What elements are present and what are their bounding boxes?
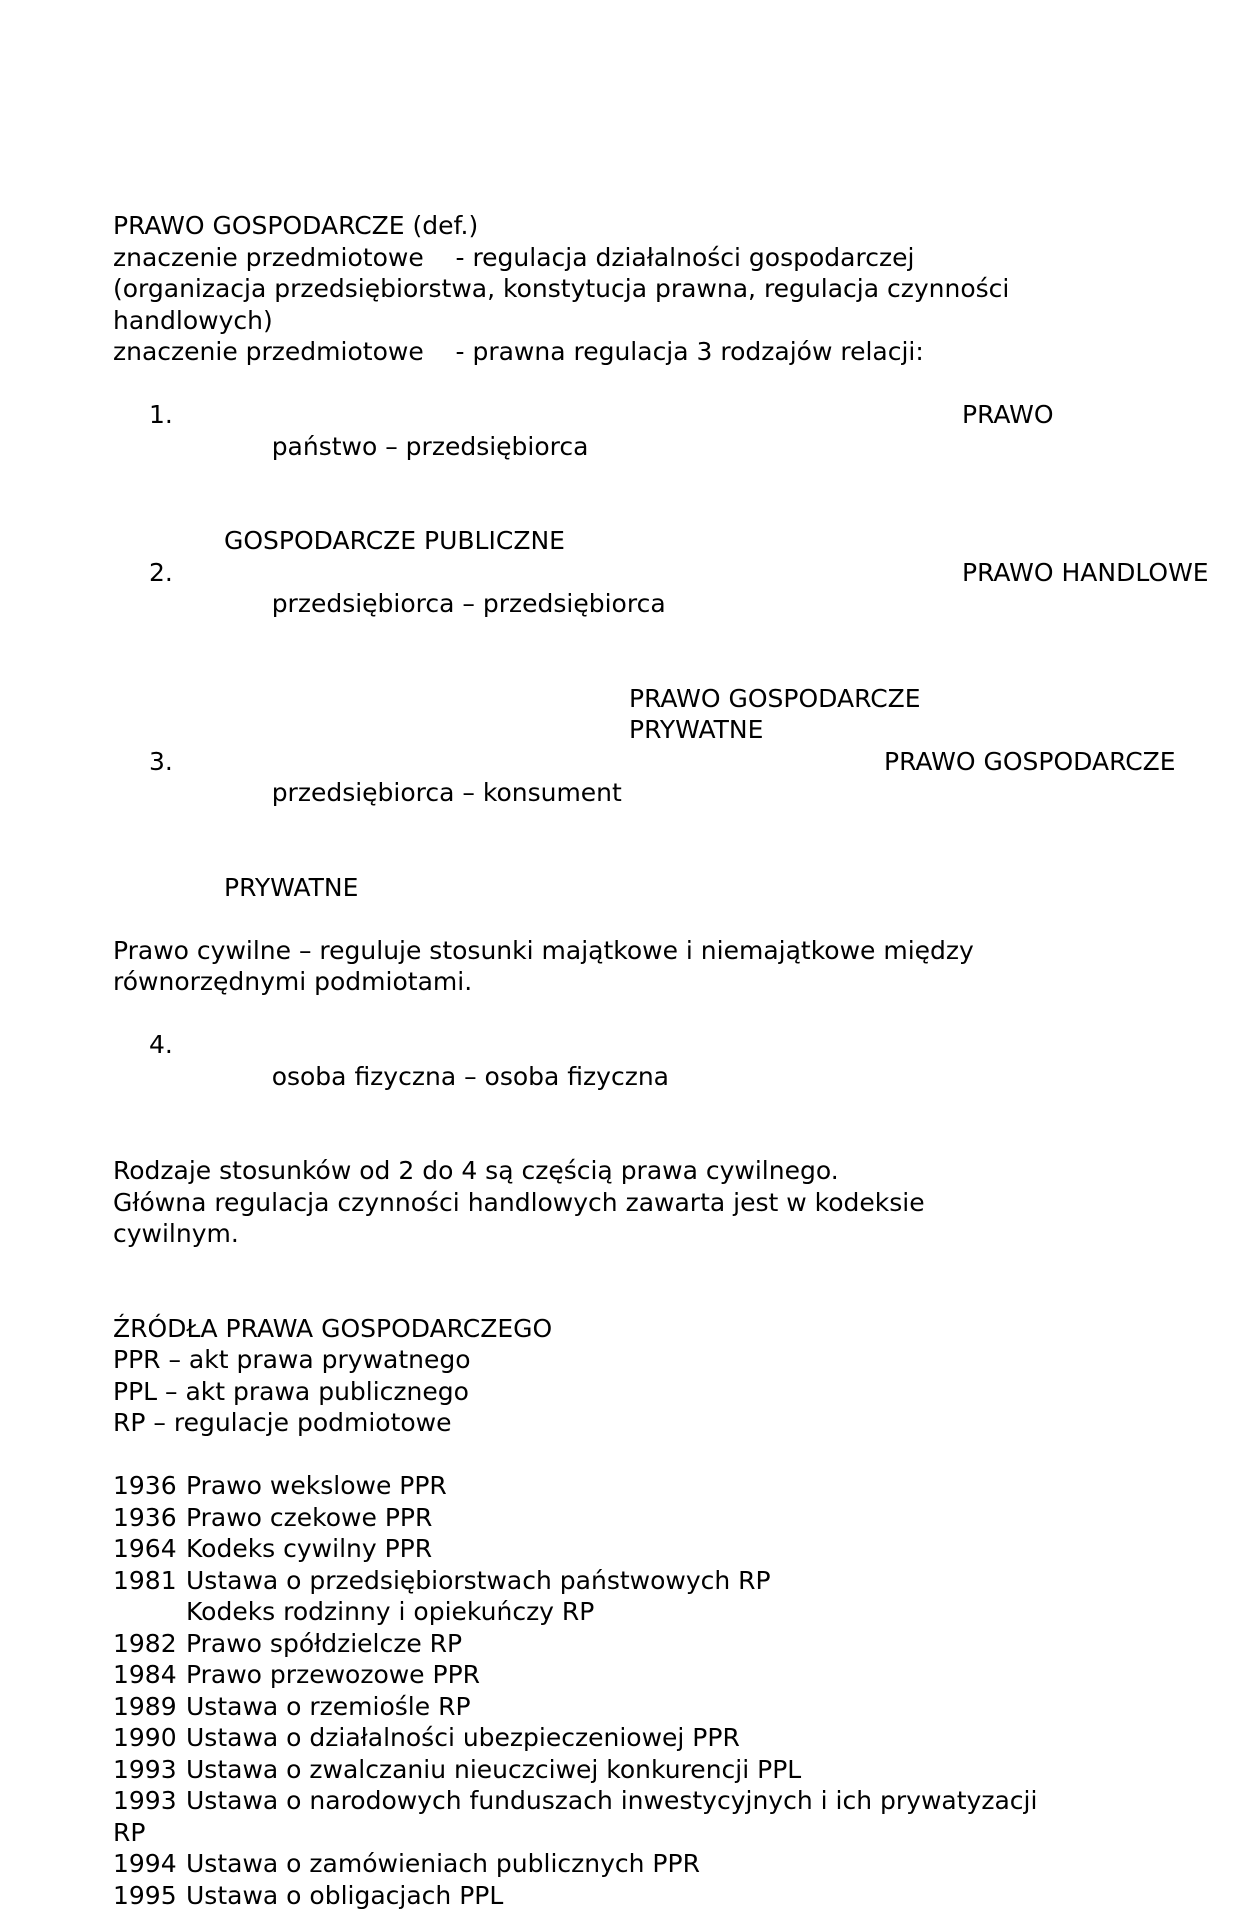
relation-parties: osoba fizyczna – osoba fizyczna — [272, 1062, 669, 1091]
list-item-relation-2 — [113, 557, 1123, 683]
acts-list — [113, 1470, 1123, 1911]
definition-line: znaczenie przedmiotowe - regulacja działalności gospodarczej — [113, 242, 1123, 274]
act-title: Ustawa o obligacjach PPL — [186, 1880, 503, 1911]
list-item — [113, 1659, 1123, 1691]
section-title-definition: PRAWO GOSPODARCZE (def.) — [113, 210, 1123, 242]
definition-line: handlowych) — [113, 305, 1123, 337]
act-year: 1994 — [113, 1848, 186, 1880]
relation-parties: państwo – przedsiębiorca — [272, 432, 589, 461]
act-title: Prawo wekslowe PPR — [186, 1470, 447, 1502]
list-item — [113, 1785, 1123, 1817]
relation-law-type-continued: GOSPODARCZE PUBLICZNE — [224, 525, 1123, 557]
list-item — [113, 1596, 1123, 1628]
summary-line: cywilnym. — [113, 1218, 1123, 1250]
civil-law-line: równorzędnymi podmiotami. — [113, 966, 1123, 998]
list-item — [113, 1691, 1123, 1723]
act-year: 1936 — [113, 1502, 186, 1534]
list-item — [113, 1754, 1123, 1786]
relation-law-type-continued: PRAWO GOSPODARCZE — [113, 683, 1123, 715]
act-title: Ustawa o rzemiośle RP — [186, 1691, 471, 1723]
act-title: Ustawa o narodowych funduszach inwestycyjnych i ich prywatyzacji — [186, 1785, 1037, 1817]
definition-line: (organizacja przedsiębiorstwa, konstytucja prawna, regulacja czynności — [113, 273, 1123, 305]
act-title: Kodeks cywilny PPR — [186, 1533, 432, 1565]
act-year: 1936 — [113, 1470, 186, 1502]
act-year: 1984 — [113, 1659, 186, 1691]
list-item — [113, 1533, 1123, 1565]
summary-line: Główna regulacja czynności handlowych zawarta jest w kodeksie — [113, 1187, 1123, 1219]
relation-law-type-continued: PRYWATNE — [113, 714, 1123, 746]
relation-parties: przedsiębiorca – konsument — [272, 778, 622, 807]
relation-parties: przedsiębiorca – przedsiębiorca — [272, 589, 666, 618]
list-item-relation-1 — [113, 399, 1123, 557]
legend-line: PPR – akt prawa prywatnego — [113, 1344, 1123, 1376]
act-year: 1989 — [113, 1691, 186, 1723]
act-title: Ustawa o zamówieniach publicznych PPR — [186, 1848, 700, 1880]
list-number: 2. — [149, 557, 173, 589]
list-item — [113, 1502, 1123, 1534]
relation-law-type-continued: PRYWATNE — [224, 872, 1123, 904]
list-number: 1. — [149, 399, 173, 431]
act-title: Ustawa o przedsiębiorstwach państwowych RP — [186, 1565, 771, 1597]
act-title: Kodeks rodzinny i opiekuńczy RP — [186, 1596, 594, 1628]
list-item-relation-4 — [113, 1029, 1123, 1124]
act-year: 1981 — [113, 1565, 186, 1597]
list-item — [113, 1565, 1123, 1597]
list-item — [113, 1848, 1123, 1880]
act-year: 1993 — [113, 1785, 186, 1817]
definition-line: znaczenie przedmiotowe - prawna regulacja 3 rodzajów relacji: — [113, 336, 1123, 368]
list-number: 3. — [149, 746, 173, 778]
legend-line: PPL – akt prawa publicznego — [113, 1376, 1123, 1408]
legend-line: RP – regulacje podmiotowe — [113, 1407, 1123, 1439]
list-number: 4. — [149, 1029, 173, 1061]
list-item — [113, 1628, 1123, 1660]
act-year: 1964 — [113, 1533, 186, 1565]
summary-line: Rodzaje stosunków od 2 do 4 są częścią prawa cywilnego. — [113, 1155, 1123, 1187]
list-item — [113, 1880, 1123, 1911]
act-year: 1995 — [113, 1880, 186, 1911]
act-year: 1993 — [113, 1754, 186, 1786]
act-title: Ustawa o działalności ubezpieczeniowej PPR — [186, 1722, 740, 1754]
act-title: Prawo czekowe PPR — [186, 1502, 432, 1534]
list-item — [113, 1470, 1123, 1502]
act-title: Ustawa o zwalczaniu nieuczciwej konkurencji PPL — [186, 1754, 801, 1786]
act-year: 1990 — [113, 1722, 186, 1754]
civil-law-line: Prawo cywilne – reguluje stosunki majątkowe i niemajątkowe między — [113, 935, 1123, 967]
act-title-continued: RP — [113, 1817, 1123, 1849]
document-page — [113, 210, 1123, 1911]
relation-law-type: PRAWO — [962, 399, 1054, 431]
section-title-sources: ŹRÓDŁA PRAWA GOSPODARCZEGO — [113, 1313, 1123, 1345]
relation-law-type: PRAWO GOSPODARCZE — [884, 746, 1176, 778]
list-item — [113, 1722, 1123, 1754]
list-item-relation-3 — [113, 746, 1123, 904]
act-title: Prawo spółdzielcze RP — [186, 1628, 462, 1660]
act-title: Prawo przewozowe PPR — [186, 1659, 480, 1691]
relation-law-type: PRAWO HANDLOWE — [962, 557, 1209, 589]
act-year: 1982 — [113, 1628, 186, 1660]
act-year — [113, 1596, 186, 1628]
